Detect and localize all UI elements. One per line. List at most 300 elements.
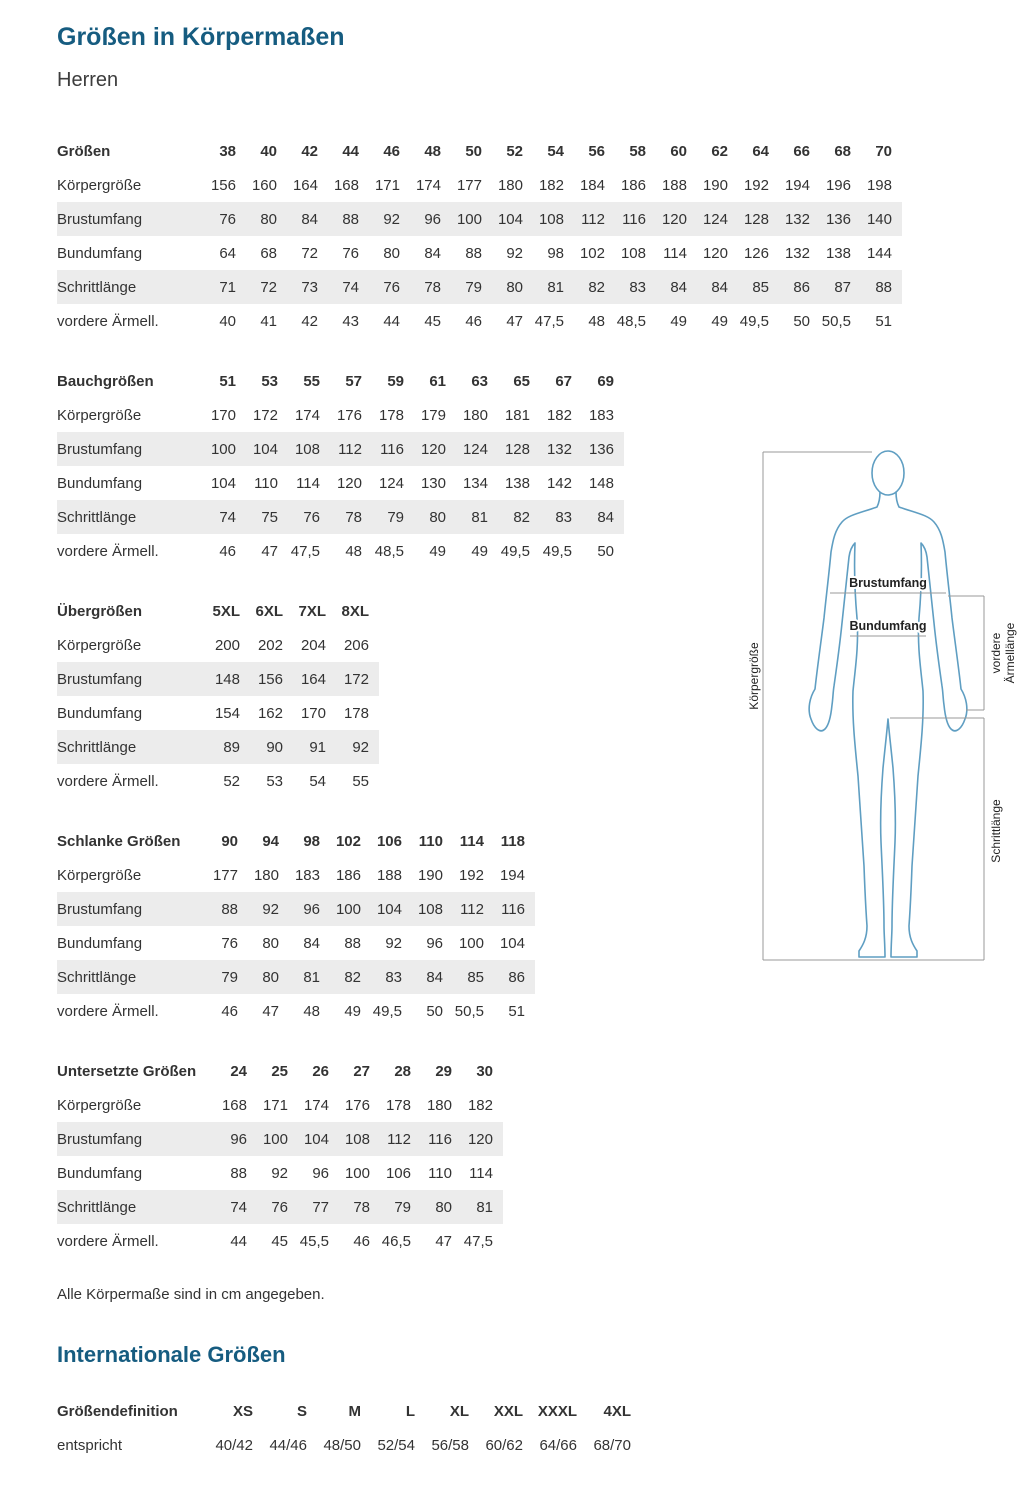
value-cell: 116 bbox=[380, 440, 404, 458]
units-note: Alle Körpermaße sind in cm angegeben. bbox=[57, 1286, 325, 1303]
column-header: 26 bbox=[312, 1062, 329, 1080]
column-header: 94 bbox=[262, 832, 279, 850]
table-row bbox=[57, 1190, 503, 1224]
value-cell: 48 bbox=[345, 542, 362, 560]
value-cell: 170 bbox=[210, 406, 236, 424]
value-cell: 138 bbox=[825, 244, 851, 262]
table-sizes-belly bbox=[57, 364, 624, 568]
column-header: 40 bbox=[260, 142, 277, 160]
value-cell: 76 bbox=[383, 278, 400, 296]
value-cell: 40/42 bbox=[215, 1436, 253, 1454]
value-cell: 83 bbox=[385, 968, 402, 986]
value-cell: 46 bbox=[465, 312, 482, 330]
table-header-row bbox=[57, 364, 624, 398]
column-header: XXXL bbox=[537, 1402, 577, 1420]
column-header: 24 bbox=[230, 1062, 247, 1080]
value-cell: 78 bbox=[353, 1198, 370, 1216]
value-cell: 84 bbox=[424, 244, 441, 262]
value-cell: 64/66 bbox=[539, 1436, 577, 1454]
column-header: 59 bbox=[387, 372, 404, 390]
value-cell: 52 bbox=[223, 772, 240, 790]
value-cell: 92 bbox=[383, 210, 400, 228]
value-cell: 174 bbox=[415, 176, 441, 194]
column-header: 30 bbox=[476, 1062, 493, 1080]
value-cell: 102 bbox=[579, 244, 605, 262]
value-cell: 110 bbox=[428, 1164, 452, 1182]
value-cell: 44 bbox=[383, 312, 400, 330]
value-cell: 168 bbox=[221, 1096, 247, 1114]
column-header: 25 bbox=[271, 1062, 288, 1080]
column-header: 5XL bbox=[212, 602, 240, 620]
table-row bbox=[57, 1428, 641, 1462]
value-cell: 188 bbox=[376, 866, 402, 884]
row-label: Bundumfang bbox=[57, 934, 143, 952]
row-label: Körpergröße bbox=[57, 636, 142, 654]
table-row bbox=[57, 696, 379, 730]
table-title: Untersetzte Größen bbox=[57, 1062, 197, 1080]
row-label: Bundumfang bbox=[57, 704, 143, 722]
table-title: Bauchgrößen bbox=[57, 372, 154, 390]
column-header: 90 bbox=[221, 832, 238, 850]
row-label: Körpergröße bbox=[57, 176, 142, 194]
value-cell: 116 bbox=[501, 900, 525, 918]
value-cell: 50 bbox=[426, 1002, 443, 1020]
value-cell: 80 bbox=[506, 278, 523, 296]
table-row bbox=[57, 500, 624, 534]
value-cell: 83 bbox=[629, 278, 646, 296]
value-cell: 49,5 bbox=[542, 542, 572, 560]
value-cell: 178 bbox=[343, 704, 369, 722]
value-cell: 82 bbox=[588, 278, 605, 296]
value-cell: 114 bbox=[469, 1164, 493, 1182]
human-outline bbox=[809, 492, 967, 957]
value-cell: 92 bbox=[262, 900, 279, 918]
row-label: Brustumfang bbox=[57, 900, 143, 918]
column-header: 118 bbox=[500, 832, 525, 850]
value-cell: 74 bbox=[342, 278, 359, 296]
value-cell: 83 bbox=[555, 508, 572, 526]
value-cell: 190 bbox=[702, 176, 728, 194]
value-cell: 96 bbox=[303, 900, 320, 918]
row-label: Brustumfang bbox=[57, 440, 143, 458]
table-sizes-standard bbox=[57, 134, 902, 338]
column-header: 52 bbox=[506, 142, 523, 160]
table-title: Größendefinition bbox=[57, 1402, 178, 1420]
value-cell: 74 bbox=[219, 508, 236, 526]
value-cell: 108 bbox=[538, 210, 564, 228]
row-label: Schrittlänge bbox=[57, 738, 137, 756]
value-cell: 86 bbox=[508, 968, 525, 986]
figure-label-schrittlaenge: Schrittlänge bbox=[989, 799, 1003, 863]
value-cell: 68/70 bbox=[593, 1436, 631, 1454]
value-cell: 176 bbox=[336, 406, 362, 424]
value-cell: 88 bbox=[465, 244, 482, 262]
column-header: 8XL bbox=[341, 602, 369, 620]
value-cell: 124 bbox=[702, 210, 728, 228]
value-cell: 82 bbox=[344, 968, 361, 986]
column-header: M bbox=[348, 1402, 361, 1420]
value-cell: 80 bbox=[262, 934, 279, 952]
value-cell: 112 bbox=[387, 1130, 411, 1148]
value-cell: 76 bbox=[271, 1198, 288, 1216]
table-row bbox=[57, 304, 902, 338]
value-cell: 43 bbox=[342, 312, 359, 330]
value-cell: 48 bbox=[303, 1002, 320, 1020]
value-cell: 120 bbox=[661, 210, 687, 228]
table-sizes-slim bbox=[57, 824, 535, 1028]
column-header: 62 bbox=[711, 142, 728, 160]
table-header-row bbox=[57, 1394, 641, 1428]
column-header: 29 bbox=[435, 1062, 452, 1080]
column-header: 106 bbox=[376, 832, 402, 850]
value-cell: 85 bbox=[467, 968, 484, 986]
row-label: Schrittlänge bbox=[57, 968, 137, 986]
value-cell: 50 bbox=[597, 542, 614, 560]
value-cell: 88 bbox=[342, 210, 359, 228]
row-label: Brustumfang bbox=[57, 1130, 143, 1148]
value-cell: 60/62 bbox=[485, 1436, 523, 1454]
value-cell: 81 bbox=[476, 1198, 493, 1216]
value-cell: 200 bbox=[214, 636, 240, 654]
value-cell: 186 bbox=[620, 176, 646, 194]
value-cell: 178 bbox=[378, 406, 404, 424]
value-cell: 45 bbox=[424, 312, 441, 330]
column-header: 51 bbox=[219, 372, 236, 390]
value-cell: 84 bbox=[711, 278, 728, 296]
value-cell: 85 bbox=[752, 278, 769, 296]
value-cell: 78 bbox=[345, 508, 362, 526]
value-cell: 104 bbox=[376, 900, 402, 918]
value-cell: 47 bbox=[262, 1002, 279, 1020]
table-title: Schlanke Größen bbox=[57, 832, 181, 850]
column-header: XXL bbox=[493, 1402, 523, 1420]
value-cell: 47,5 bbox=[534, 312, 564, 330]
column-header: 38 bbox=[219, 142, 236, 160]
figure-label-aermellaenge: Ärmellänge bbox=[1003, 622, 1017, 684]
value-cell: 156 bbox=[210, 176, 236, 194]
value-cell: 192 bbox=[458, 866, 484, 884]
value-cell: 114 bbox=[663, 244, 687, 262]
value-cell: 108 bbox=[344, 1130, 370, 1148]
value-cell: 56/58 bbox=[431, 1436, 469, 1454]
value-cell: 112 bbox=[460, 900, 484, 918]
value-cell: 100 bbox=[210, 440, 236, 458]
value-cell: 171 bbox=[374, 176, 400, 194]
column-header: 65 bbox=[513, 372, 530, 390]
value-cell: 88 bbox=[344, 934, 361, 952]
value-cell: 136 bbox=[825, 210, 851, 228]
value-cell: 84 bbox=[670, 278, 687, 296]
table-row bbox=[57, 858, 535, 892]
value-cell: 76 bbox=[303, 508, 320, 526]
value-cell: 96 bbox=[230, 1130, 247, 1148]
value-cell: 196 bbox=[825, 176, 851, 194]
value-cell: 192 bbox=[743, 176, 769, 194]
value-cell: 182 bbox=[546, 406, 572, 424]
value-cell: 81 bbox=[471, 508, 488, 526]
value-cell: 144 bbox=[866, 244, 892, 262]
value-cell: 78 bbox=[424, 278, 441, 296]
value-cell: 134 bbox=[462, 474, 488, 492]
value-cell: 120 bbox=[420, 440, 446, 458]
table-row bbox=[57, 1088, 503, 1122]
value-cell: 46,5 bbox=[381, 1232, 411, 1250]
value-cell: 164 bbox=[292, 176, 318, 194]
value-cell: 168 bbox=[333, 176, 359, 194]
value-cell: 48,5 bbox=[374, 542, 404, 560]
column-header: 54 bbox=[547, 142, 564, 160]
column-header: 58 bbox=[629, 142, 646, 160]
value-cell: 51 bbox=[875, 312, 892, 330]
column-header: 46 bbox=[383, 142, 400, 160]
value-cell: 100 bbox=[335, 900, 361, 918]
value-cell: 90 bbox=[266, 738, 283, 756]
value-cell: 138 bbox=[504, 474, 530, 492]
value-cell: 177 bbox=[456, 176, 482, 194]
figure-label-brustumfang: Brustumfang bbox=[849, 576, 927, 590]
value-cell: 48 bbox=[588, 312, 605, 330]
value-cell: 84 bbox=[426, 968, 443, 986]
value-cell: 179 bbox=[420, 406, 446, 424]
value-cell: 204 bbox=[300, 636, 326, 654]
column-header: XL bbox=[449, 1402, 469, 1420]
value-cell: 182 bbox=[467, 1096, 493, 1114]
value-cell: 132 bbox=[546, 440, 572, 458]
table-row bbox=[57, 1156, 503, 1190]
value-cell: 110 bbox=[254, 474, 278, 492]
value-cell: 172 bbox=[252, 406, 278, 424]
value-cell: 55 bbox=[352, 772, 369, 790]
value-cell: 206 bbox=[343, 636, 369, 654]
column-header: 70 bbox=[875, 142, 892, 160]
value-cell: 98 bbox=[547, 244, 564, 262]
row-label: Schrittlänge bbox=[57, 1198, 137, 1216]
body-measurement-figure bbox=[738, 446, 1023, 1021]
table-row bbox=[57, 628, 379, 662]
value-cell: 180 bbox=[253, 866, 279, 884]
value-cell: 182 bbox=[538, 176, 564, 194]
value-cell: 49,5 bbox=[500, 542, 530, 560]
value-cell: 104 bbox=[303, 1130, 329, 1148]
value-cell: 41 bbox=[260, 312, 277, 330]
value-cell: 53 bbox=[266, 772, 283, 790]
value-cell: 112 bbox=[338, 440, 362, 458]
table-sizes-oversize bbox=[57, 594, 379, 798]
value-cell: 124 bbox=[378, 474, 404, 492]
value-cell: 156 bbox=[257, 670, 283, 688]
value-cell: 104 bbox=[497, 210, 523, 228]
value-cell: 186 bbox=[335, 866, 361, 884]
table-row bbox=[57, 926, 535, 960]
column-header: 110 bbox=[418, 832, 443, 850]
row-label: entspricht bbox=[57, 1436, 123, 1454]
value-cell: 148 bbox=[588, 474, 614, 492]
value-cell: 132 bbox=[784, 244, 810, 262]
value-cell: 42 bbox=[301, 312, 318, 330]
value-cell: 92 bbox=[352, 738, 369, 756]
value-cell: 198 bbox=[866, 176, 892, 194]
column-header: 48 bbox=[424, 142, 441, 160]
value-cell: 72 bbox=[260, 278, 277, 296]
row-label: Bundumfang bbox=[57, 244, 143, 262]
value-cell: 82 bbox=[513, 508, 530, 526]
value-cell: 202 bbox=[257, 636, 283, 654]
table-header-row bbox=[57, 1054, 503, 1088]
value-cell: 140 bbox=[866, 210, 892, 228]
value-cell: 100 bbox=[344, 1164, 370, 1182]
row-label: Schrittlänge bbox=[57, 508, 137, 526]
value-cell: 130 bbox=[420, 474, 446, 492]
value-cell: 180 bbox=[426, 1096, 452, 1114]
value-cell: 194 bbox=[499, 866, 525, 884]
value-cell: 108 bbox=[294, 440, 320, 458]
table-row bbox=[57, 1122, 503, 1156]
table-row bbox=[57, 662, 379, 696]
value-cell: 76 bbox=[221, 934, 238, 952]
value-cell: 47 bbox=[435, 1232, 452, 1250]
value-cell: 116 bbox=[428, 1130, 452, 1148]
value-cell: 47,5 bbox=[290, 542, 320, 560]
column-header: 7XL bbox=[298, 602, 326, 620]
column-header: 4XL bbox=[603, 1402, 631, 1420]
table-row bbox=[57, 1224, 503, 1258]
table-header-row bbox=[57, 134, 902, 168]
value-cell: 48,5 bbox=[616, 312, 646, 330]
figure-label-koerpergroesse: Körpergröße bbox=[747, 642, 761, 710]
row-label: Brustumfang bbox=[57, 670, 143, 688]
value-cell: 128 bbox=[743, 210, 769, 228]
table-international bbox=[57, 1394, 641, 1462]
column-header: 67 bbox=[555, 372, 572, 390]
value-cell: 64 bbox=[219, 244, 236, 262]
value-cell: 49 bbox=[711, 312, 728, 330]
column-header: 69 bbox=[597, 372, 614, 390]
value-cell: 148 bbox=[214, 670, 240, 688]
value-cell: 49,5 bbox=[739, 312, 769, 330]
column-header: 61 bbox=[429, 372, 446, 390]
column-header: 28 bbox=[394, 1062, 411, 1080]
column-header: 64 bbox=[752, 142, 769, 160]
value-cell: 40 bbox=[219, 312, 236, 330]
row-label: Brustumfang bbox=[57, 210, 143, 228]
value-cell: 46 bbox=[353, 1232, 370, 1250]
table-row bbox=[57, 730, 379, 764]
value-cell: 68 bbox=[260, 244, 277, 262]
value-cell: 88 bbox=[230, 1164, 247, 1182]
row-label: Schrittlänge bbox=[57, 278, 137, 296]
table-row bbox=[57, 994, 535, 1028]
value-cell: 116 bbox=[622, 210, 646, 228]
value-cell: 54 bbox=[309, 772, 326, 790]
value-cell: 180 bbox=[462, 406, 488, 424]
value-cell: 120 bbox=[467, 1130, 493, 1148]
value-cell: 184 bbox=[579, 176, 605, 194]
table-header-row bbox=[57, 594, 379, 628]
figure-label-bundumfang: Bundumfang bbox=[849, 619, 927, 633]
value-cell: 88 bbox=[875, 278, 892, 296]
row-label: Bundumfang bbox=[57, 474, 143, 492]
value-cell: 47,5 bbox=[463, 1232, 493, 1250]
table-title: Übergrößen bbox=[57, 602, 143, 620]
column-header: 68 bbox=[834, 142, 851, 160]
value-cell: 100 bbox=[456, 210, 482, 228]
value-cell: 79 bbox=[387, 508, 404, 526]
value-cell: 50,5 bbox=[454, 1002, 484, 1020]
table-row bbox=[57, 960, 535, 994]
row-label: vordere Ärmell. bbox=[57, 542, 159, 560]
value-cell: 76 bbox=[219, 210, 236, 228]
value-cell: 112 bbox=[581, 210, 605, 228]
value-cell: 171 bbox=[262, 1096, 288, 1114]
value-cell: 80 bbox=[262, 968, 279, 986]
value-cell: 108 bbox=[417, 900, 443, 918]
value-cell: 100 bbox=[458, 934, 484, 952]
row-label: vordere Ärmell. bbox=[57, 1002, 159, 1020]
column-header: XS bbox=[232, 1402, 253, 1420]
value-cell: 89 bbox=[223, 738, 240, 756]
column-header: 42 bbox=[301, 142, 318, 160]
value-cell: 96 bbox=[424, 210, 441, 228]
value-cell: 106 bbox=[385, 1164, 411, 1182]
value-cell: 72 bbox=[301, 244, 318, 262]
value-cell: 71 bbox=[219, 278, 236, 296]
value-cell: 188 bbox=[661, 176, 687, 194]
value-cell: 181 bbox=[504, 406, 530, 424]
value-cell: 164 bbox=[300, 670, 326, 688]
value-cell: 170 bbox=[300, 704, 326, 722]
value-cell: 160 bbox=[251, 176, 277, 194]
value-cell: 136 bbox=[588, 440, 614, 458]
value-cell: 92 bbox=[271, 1164, 288, 1182]
value-cell: 81 bbox=[547, 278, 564, 296]
value-cell: 92 bbox=[385, 934, 402, 952]
column-header: 98 bbox=[303, 832, 320, 850]
column-header: 50 bbox=[465, 142, 482, 160]
value-cell: 81 bbox=[303, 968, 320, 986]
column-header: 55 bbox=[303, 372, 320, 390]
value-cell: 162 bbox=[257, 704, 283, 722]
value-cell: 76 bbox=[342, 244, 359, 262]
value-cell: 47 bbox=[261, 542, 278, 560]
page-subtitle: Herren bbox=[57, 69, 119, 91]
value-cell: 176 bbox=[344, 1096, 370, 1114]
figure-label-vordere: vordere bbox=[989, 632, 1003, 674]
value-cell: 132 bbox=[784, 210, 810, 228]
value-cell: 96 bbox=[426, 934, 443, 952]
column-header: 66 bbox=[793, 142, 810, 160]
value-cell: 47 bbox=[506, 312, 523, 330]
table-header-row bbox=[57, 824, 535, 858]
table-row bbox=[57, 202, 902, 236]
column-header: 63 bbox=[471, 372, 488, 390]
column-header: S bbox=[296, 1402, 307, 1420]
value-cell: 49 bbox=[429, 542, 446, 560]
value-cell: 183 bbox=[588, 406, 614, 424]
value-cell: 44 bbox=[230, 1232, 247, 1250]
value-cell: 50,5 bbox=[821, 312, 851, 330]
table-row bbox=[57, 398, 624, 432]
column-header: 57 bbox=[345, 372, 362, 390]
value-cell: 74 bbox=[230, 1198, 247, 1216]
row-label: Körpergröße bbox=[57, 1096, 142, 1114]
table-row bbox=[57, 270, 902, 304]
value-cell: 49 bbox=[471, 542, 488, 560]
value-cell: 104 bbox=[499, 934, 525, 952]
value-cell: 79 bbox=[221, 968, 238, 986]
column-header: 114 bbox=[459, 832, 484, 850]
row-label: Bundumfang bbox=[57, 1164, 143, 1182]
value-cell: 120 bbox=[702, 244, 728, 262]
